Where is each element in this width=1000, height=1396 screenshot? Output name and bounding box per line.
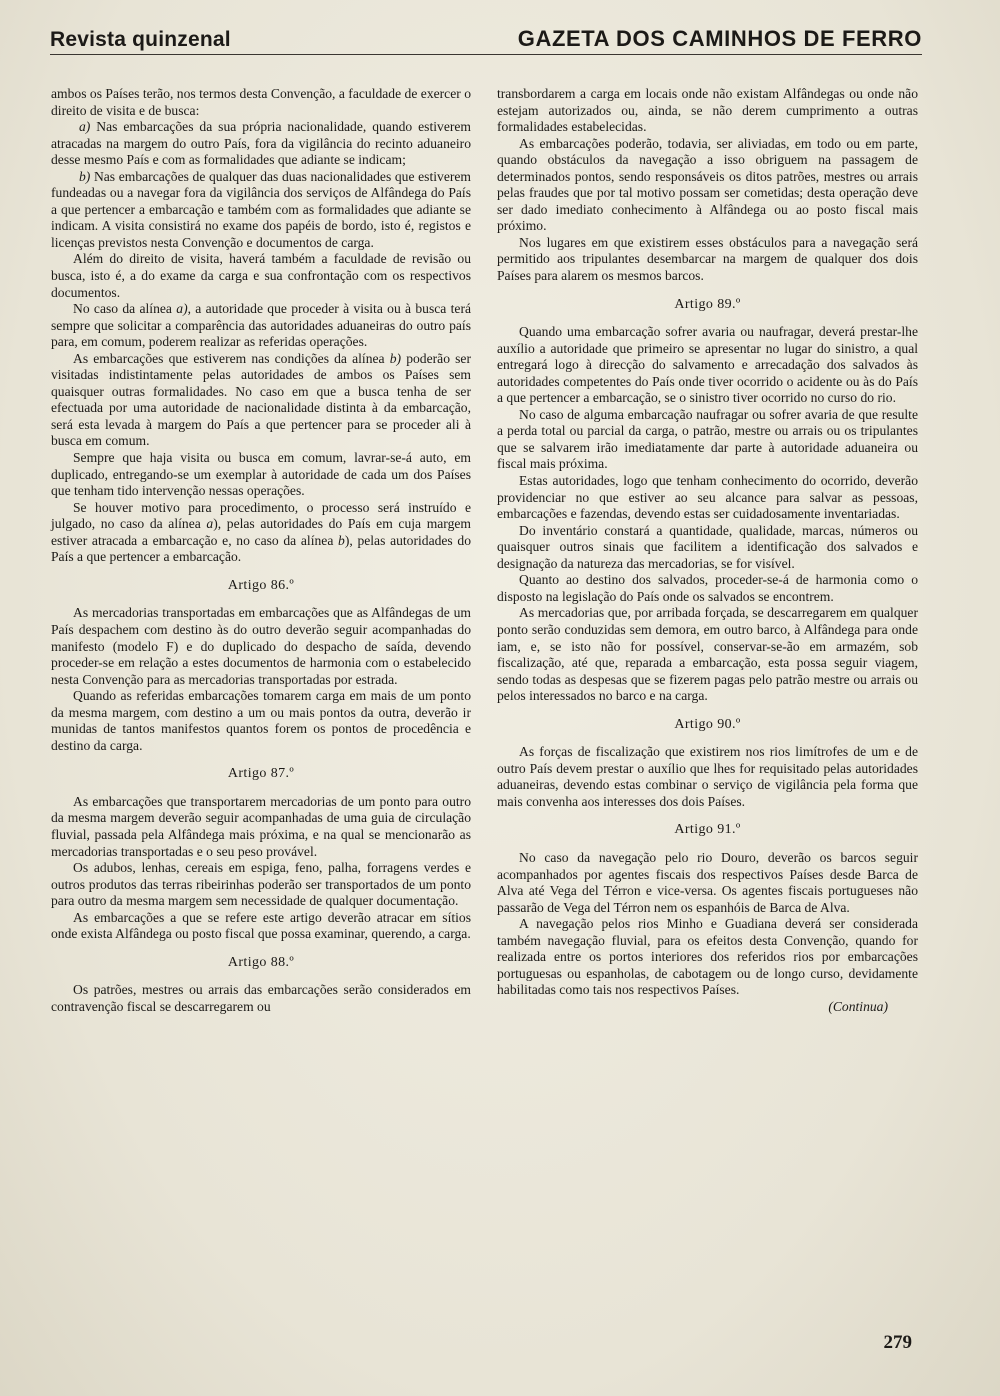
article-heading: Artigo 88.º [227, 954, 295, 970]
article-heading: Artigo 90.º [674, 716, 741, 732]
paragraph: Quando as referidas embarcações tomarem carga em mais de um ponto da mesma margem, com destino a um ou mais pontos da outra, deverão ir munidas de tantos manifestos quantos forem os pontos de procedência e destino da carga. [51, 688, 471, 753]
paragraph: a) Nas embarcações da sua própria nacionalidade, quando estiverem atracadas na margem do outro País, fora da vigilância do recinto aduaneiro desse mesmo País e com as formalidades que adiante se indicam; [51, 119, 471, 168]
paragraph: Nos lugares em que existirem esses obstáculos para a navegação será permitido aos tripulantes desembarcar na margem de qualquer dos dois Países para alarem os mesmos barcos. [497, 234, 918, 284]
paragraph: Estas autoridades, logo que tenham conhecimento do ocorrido, deverão providenciar no que estiver ao seu alcance para salvar as pessoas, embarcações e fazendas, devendo estas ser cuidadosamente inventariadas. [497, 473, 918, 522]
paragraph: As mercadorias que, por arribada forçada, se descarregarem em qualquer ponto serão conduzidas sem demora, em outro barco, à Alfândega para onde iam, e, se isto não for possível, conservar-se-ão em armazém, sob fiscalização, até que, reparada a embarcação, esta possa seguir viagem, sendo todas as despesas que se fizerem pagas pelo patrão mestre ou arrais ou pelos interessados no barco e na carga. [497, 605, 918, 704]
header-right-title: GAZETA DOS CAMINHOS DE FERRO [517, 26, 922, 51]
article-heading: Artigo 86.º [227, 577, 295, 593]
paragraph: Quanto ao destino dos salvados, proceder-se-á de harmonia como o disposto na legislação do País onde os salvados se encontrem. [497, 572, 918, 604]
paragraph: b) Nas embarcações de qualquer das duas nacionalidades que estiverem fundeadas ou a navegar fora da vigilância dos serviços de Alfândega do País a que pertencer a embarcação e também com as formalidades que adiante se indicam. A visita consistirá no exame dos papéis de bordo, isto é, registos e licenças previstos nesta Convenção e documentos de carga. [51, 168, 471, 250]
paragraph: transbordarem a carga em locais onde não existam Alfândegas ou onde não estejam autorizados ou, ainda, se não derem cumprimento a outras formalidades estabelecidas. [497, 86, 918, 135]
paragraph: Quando uma embarcação sofrer avaria ou naufragar, deverá prestar-lhe auxílio a autoridade que primeiro se apresentar no lugar do sinistro, a qual entregará logo à direcção do salvamento e arrecadação dos salvados às autoridades competentes do País onde tiver ocorrido o acidente ou às do País a que pertencer a embarcação, se o sinistro tiver ocorrido no curso do rio. [497, 324, 918, 406]
paragraph: Se houver motivo para procedimento, o processo será instruído e julgado, no caso da alínea a), pelas autoridades do País em cuja margem estiver atracada a embarcação e, no caso da alínea b), pelas autoridades do País a que pertencer a embarcação. [51, 499, 471, 565]
paragraph: No caso de alguma embarcação naufragar ou sofrer avaria de que resulte a perda total ou parcial da carga, o patrão, mestre ou arrais ou os tripulantes que se salvarem irão imediatamente dar parte à autoridade aduaneira ou fiscal mais próxima. [497, 406, 918, 472]
article-heading: Artigo 87.º [227, 766, 295, 782]
paragraph: No caso da navegação pelo rio Douro, deverão os barcos seguir acompanhados por agentes fiscais dos respectivos Países desde Barca de Alva até Vega del Térron e vice-versa. Os agentes fiscais portugueses não passarão de Vega del Térron nem os espanhóis de Barca de Alva. [497, 849, 918, 915]
paragraph: No caso da alínea a), a autoridade que proceder à visita ou à busca terá sempre que solicitar a comparência das autoridades aduaneiras do outro país para, em comum, poderem realizar as referidas operações. [51, 301, 472, 350]
paragraph: Além do direito de visita, haverá também a faculdade de revisão ou busca, isto é, a do exame da carga e sua confrontação com os respectivos documentos. [51, 251, 471, 300]
paragraph: As embarcações a que se refere este artigo deverão atracar em sítios onde exista Alfândega ou posto fiscal que possa examinar, querendo, a carga. [51, 909, 471, 942]
paragraph: Os patrões, mestres ou arrais das embarcações serão considerados em contravenção fiscal se descarregarem ou [51, 982, 471, 1014]
paragraph: As forças de fiscalização que existirem nos rios limítrofes de um e de outro País devem prestar o auxílio que lhes for requisitado pelas autoridades aduaneiras, devendo estas combinar o serviço de vigilância pela forma que mais convenha aos interesses dos dois Países. [497, 744, 918, 809]
paragraph: As mercadorias transportadas em embarcações que as Alfândegas de um País despachem com destino às do outro deverão seguir acompanhadas do manifesto (modelo F) e do duplicado do despacho de saída, devendo proceder-se em relação a estes documentos de harmonia com o estabelecido nesta Convenção para as mercadorias transportadas por estrada. [51, 605, 471, 687]
paragraph: As embarcações que estiverem nas condições da alínea b) poderão ser visitadas indistintamente pelas autoridades de ambos os Países sem quaisquer outras formalidades. No caso em que a busca tenha de ser efectuada por uma autoridade de nacionalidade distinta à da embarcação, será esta levada à margem do País a que pertencer para se proceder ali à busca em comum. [51, 350, 471, 449]
paragraph: Sempre que haja visita ou busca em comum, lavrar-se-á auto, em duplicado, entregando-se um exemplar à autoridade de cada um dos Países que tenham tido intervenção nessas operações. [51, 450, 471, 499]
header-left-title: Revista quinzenal [50, 28, 231, 51]
paragraph: As embarcações que transportarem mercadorias de um ponto para outro da mesma margem deverão seguir acompanhadas de uma guia de circulação fluvial, passada pela Alfândega mais próxima, e na qual se mencionarão as mercadorias transportadas e o seu peso provável. [51, 793, 471, 859]
article-heading: Artigo 89.º [674, 296, 741, 312]
article-heading: Artigo 91.º [674, 822, 741, 838]
page-number: 279 [883, 1332, 912, 1353]
paragraph: A navegação pelos rios Minho e Guadiana deverá ser considerada também navegação fluvial, para os efeitos desta Convenção, quando for realizada entre os portos interiores dos referidos rios por embarcações portuguesas ou espanholas, de cabotagem ou de longo curso, devidamente habilitadas como tais nos respectivos Países. [497, 916, 918, 998]
paragraph: Os adubos, lenhas, cereais em espiga, feno, palha, forragens verdes e outros produtos das terras ribeirinhas poderão ser transportados de um ponto para outro da mesma margem sem necessidade de qualquer documentação. [51, 860, 471, 909]
paragraph: Do inventário constará a quantidade, qualidade, marcas, números ou quaisquer outros sinais que facilitem a identificação dos salvados e designação da natureza das mercadorias, se for visível. [497, 522, 918, 571]
paragraph: As embarcações poderão, todavia, ser aliviadas, em todo ou em parte, quando obstáculos da navegação a isso obriguem na passagem de determinados pontos, sendo responsáveis os ditos patrões, mestres ou arrais pelas fraudes que por tal motivo possam ser cometidas; desta operação deve ser dado imediato conhecimento à Alfândega ou ao posto fiscal mais próximo. [497, 135, 918, 234]
paragraph: ambos os Países terão, nos termos desta Convenção, a faculdade de exercer o direito de visita e de busca: [51, 86, 471, 118]
page-header [50, 18, 922, 55]
continua-note: (Continua) [828, 998, 888, 1014]
left-column [51, 86, 471, 1015]
right-column [497, 86, 918, 1015]
